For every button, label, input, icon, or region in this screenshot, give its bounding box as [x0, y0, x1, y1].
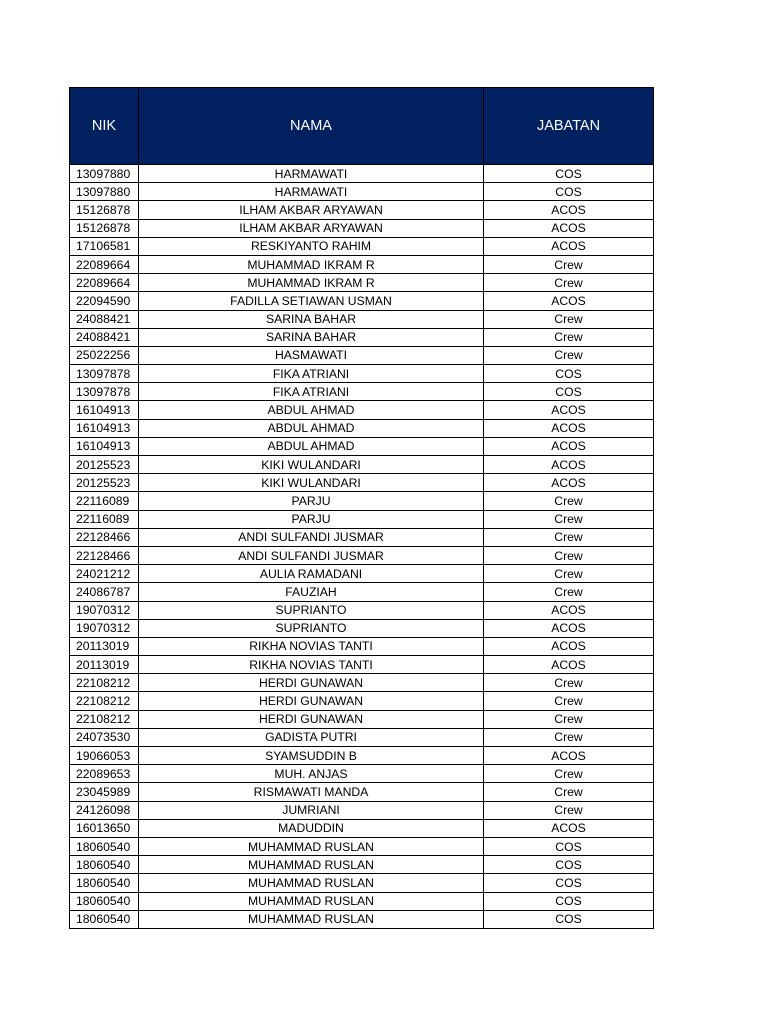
cell-nama: FIKA ATRIANI	[139, 383, 484, 401]
table-row	[70, 910, 654, 928]
cell-nik: 17106581	[70, 237, 139, 255]
table-row	[70, 237, 654, 255]
cell-nama: MADUDDIN	[139, 819, 484, 837]
cell-jabatan: Crew	[484, 255, 654, 273]
cell-nama: HERDI GUNAWAN	[139, 692, 484, 710]
cell-jabatan: ACOS	[484, 637, 654, 655]
cell-nama: ILHAM AKBAR ARYAWAN	[139, 219, 484, 237]
cell-nama: HARMAWATI	[139, 183, 484, 201]
employee-table	[69, 87, 654, 929]
table-row	[70, 419, 654, 437]
cell-nik: 20125523	[70, 474, 139, 492]
cell-jabatan: Crew	[484, 565, 654, 583]
cell-nama: MUHAMMAD RUSLAN	[139, 892, 484, 910]
cell-nama: ABDUL AHMAD	[139, 401, 484, 419]
table-row	[70, 328, 654, 346]
cell-nik: 20113019	[70, 656, 139, 674]
cell-jabatan: Crew	[484, 674, 654, 692]
cell-jabatan: COS	[484, 165, 654, 183]
cell-jabatan: Crew	[484, 310, 654, 328]
cell-nik: 24086787	[70, 583, 139, 601]
cell-nama: RESKIYANTO RAHIM	[139, 237, 484, 255]
cell-jabatan: ACOS	[484, 747, 654, 765]
cell-jabatan: ACOS	[484, 201, 654, 219]
cell-nik: 22089653	[70, 765, 139, 783]
cell-nik: 16104913	[70, 419, 139, 437]
cell-nama: MUHAMMAD RUSLAN	[139, 874, 484, 892]
cell-nama: HERDI GUNAWAN	[139, 710, 484, 728]
cell-jabatan: Crew	[484, 801, 654, 819]
cell-nama: RIKHA NOVIAS TANTI	[139, 637, 484, 655]
cell-nik: 13097880	[70, 183, 139, 201]
cell-nama: MUHAMMAD IKRAM R	[139, 274, 484, 292]
table-row	[70, 656, 654, 674]
cell-jabatan: ACOS	[484, 419, 654, 437]
table-row	[70, 456, 654, 474]
table-row	[70, 201, 654, 219]
table-row	[70, 437, 654, 455]
cell-nik: 19066053	[70, 747, 139, 765]
table-row	[70, 165, 654, 183]
cell-nama: KIKI WULANDARI	[139, 456, 484, 474]
cell-nik: 22128466	[70, 546, 139, 564]
cell-jabatan: Crew	[484, 274, 654, 292]
table-row	[70, 783, 654, 801]
cell-nama: ABDUL AHMAD	[139, 419, 484, 437]
cell-nik: 23045989	[70, 783, 139, 801]
cell-nama: PARJU	[139, 510, 484, 528]
table-row	[70, 601, 654, 619]
cell-nama: ILHAM AKBAR ARYAWAN	[139, 201, 484, 219]
table-row	[70, 856, 654, 874]
cell-nik: 24088421	[70, 310, 139, 328]
cell-jabatan: Crew	[484, 692, 654, 710]
cell-nama: AULIA RAMADANI	[139, 565, 484, 583]
cell-nama: RIKHA NOVIAS TANTI	[139, 656, 484, 674]
table-row	[70, 837, 654, 855]
cell-nama: PARJU	[139, 492, 484, 510]
cell-jabatan: Crew	[484, 346, 654, 364]
table-row	[70, 892, 654, 910]
cell-jabatan: Crew	[484, 783, 654, 801]
cell-nik: 18060540	[70, 910, 139, 928]
table-row	[70, 274, 654, 292]
cell-jabatan: ACOS	[484, 437, 654, 455]
cell-jabatan: ACOS	[484, 656, 654, 674]
cell-jabatan: Crew	[484, 328, 654, 346]
cell-jabatan: ACOS	[484, 292, 654, 310]
cell-jabatan: ACOS	[484, 819, 654, 837]
cell-nama: MUHAMMAD RUSLAN	[139, 856, 484, 874]
cell-jabatan: Crew	[484, 710, 654, 728]
cell-nik: 18060540	[70, 856, 139, 874]
cell-nama: FAUZIAH	[139, 583, 484, 601]
cell-jabatan: COS	[484, 910, 654, 928]
table-row	[70, 546, 654, 564]
cell-jabatan: COS	[484, 856, 654, 874]
cell-nama: MUHAMMAD RUSLAN	[139, 837, 484, 855]
cell-nama: HARMAWATI	[139, 165, 484, 183]
table-row	[70, 619, 654, 637]
cell-nik: 24088421	[70, 328, 139, 346]
cell-nama: SUPRIANTO	[139, 619, 484, 637]
cell-jabatan: COS	[484, 365, 654, 383]
cell-nik: 15126878	[70, 201, 139, 219]
table-row	[70, 874, 654, 892]
table-row	[70, 474, 654, 492]
column-header-jabatan: JABATAN	[484, 88, 654, 165]
cell-jabatan: COS	[484, 383, 654, 401]
cell-jabatan: COS	[484, 892, 654, 910]
cell-jabatan: ACOS	[484, 219, 654, 237]
cell-jabatan: COS	[484, 837, 654, 855]
cell-nik: 18060540	[70, 874, 139, 892]
table-row	[70, 401, 654, 419]
table-row	[70, 710, 654, 728]
table-row	[70, 801, 654, 819]
cell-nik: 24073530	[70, 728, 139, 746]
cell-jabatan: Crew	[484, 510, 654, 528]
cell-nik: 18060540	[70, 892, 139, 910]
column-header-nik: NIK	[70, 88, 139, 165]
cell-nama: SARINA BAHAR	[139, 310, 484, 328]
table-row	[70, 692, 654, 710]
cell-nik: 13097880	[70, 165, 139, 183]
cell-nama: SYAMSUDDIN B	[139, 747, 484, 765]
table-row	[70, 528, 654, 546]
cell-nama: MUHAMMAD RUSLAN	[139, 910, 484, 928]
cell-nama: ABDUL AHMAD	[139, 437, 484, 455]
cell-jabatan: Crew	[484, 546, 654, 564]
table-row	[70, 819, 654, 837]
cell-jabatan: Crew	[484, 765, 654, 783]
cell-nama: KIKI WULANDARI	[139, 474, 484, 492]
cell-jabatan: Crew	[484, 492, 654, 510]
cell-nama: ANDI SULFANDI JUSMAR	[139, 528, 484, 546]
cell-nik: 18060540	[70, 837, 139, 855]
cell-nik: 22108212	[70, 674, 139, 692]
cell-nik: 22116089	[70, 510, 139, 528]
cell-nik: 22108212	[70, 692, 139, 710]
cell-nik: 13097878	[70, 365, 139, 383]
cell-nama: MUH. ANJAS	[139, 765, 484, 783]
cell-jabatan: COS	[484, 183, 654, 201]
cell-nama: MUHAMMAD IKRAM R	[139, 255, 484, 273]
cell-nik: 16104913	[70, 401, 139, 419]
cell-nik: 13097878	[70, 383, 139, 401]
cell-nik: 22116089	[70, 492, 139, 510]
cell-nik: 22128466	[70, 528, 139, 546]
cell-nik: 24021212	[70, 565, 139, 583]
cell-nama: SARINA BAHAR	[139, 328, 484, 346]
cell-nama: FADILLA SETIAWAN USMAN	[139, 292, 484, 310]
table-row	[70, 565, 654, 583]
cell-nik: 19070312	[70, 601, 139, 619]
table-row	[70, 637, 654, 655]
cell-nama: RISMAWATI MANDA	[139, 783, 484, 801]
table-row	[70, 492, 654, 510]
cell-nama: ANDI SULFANDI JUSMAR	[139, 546, 484, 564]
cell-jabatan: Crew	[484, 528, 654, 546]
cell-nik: 20113019	[70, 637, 139, 655]
cell-nama: HERDI GUNAWAN	[139, 674, 484, 692]
table-row	[70, 365, 654, 383]
cell-jabatan: COS	[484, 874, 654, 892]
table-row	[70, 255, 654, 273]
header-row	[70, 88, 654, 165]
column-header-nama: NAMA	[139, 88, 484, 165]
cell-jabatan: ACOS	[484, 474, 654, 492]
cell-nik: 16013650	[70, 819, 139, 837]
table-row	[70, 510, 654, 528]
cell-nik: 22089664	[70, 255, 139, 273]
cell-nama: HASMAWATI	[139, 346, 484, 364]
cell-nik: 22094590	[70, 292, 139, 310]
cell-jabatan: Crew	[484, 583, 654, 601]
table-row	[70, 674, 654, 692]
table-row	[70, 183, 654, 201]
cell-jabatan: ACOS	[484, 456, 654, 474]
cell-nik: 20125523	[70, 456, 139, 474]
cell-nama: JUMRIANI	[139, 801, 484, 819]
cell-jabatan: ACOS	[484, 619, 654, 637]
cell-jabatan: ACOS	[484, 401, 654, 419]
cell-nama: SUPRIANTO	[139, 601, 484, 619]
cell-nama: GADISTA PUTRI	[139, 728, 484, 746]
cell-nik: 19070312	[70, 619, 139, 637]
cell-jabatan: ACOS	[484, 601, 654, 619]
table-row	[70, 310, 654, 328]
cell-nik: 16104913	[70, 437, 139, 455]
cell-nama: FIKA ATRIANI	[139, 365, 484, 383]
table-row	[70, 292, 654, 310]
table-row	[70, 346, 654, 364]
employee-sheet	[69, 87, 653, 929]
table-row	[70, 383, 654, 401]
table-row	[70, 765, 654, 783]
table-header	[70, 88, 654, 165]
cell-nik: 22108212	[70, 710, 139, 728]
cell-jabatan: Crew	[484, 728, 654, 746]
cell-nik: 22089664	[70, 274, 139, 292]
table-body	[70, 165, 654, 929]
table-row	[70, 219, 654, 237]
table-row	[70, 728, 654, 746]
table-row	[70, 747, 654, 765]
table-row	[70, 583, 654, 601]
cell-nik: 15126878	[70, 219, 139, 237]
cell-nik: 25022256	[70, 346, 139, 364]
cell-nik: 24126098	[70, 801, 139, 819]
cell-jabatan: ACOS	[484, 237, 654, 255]
